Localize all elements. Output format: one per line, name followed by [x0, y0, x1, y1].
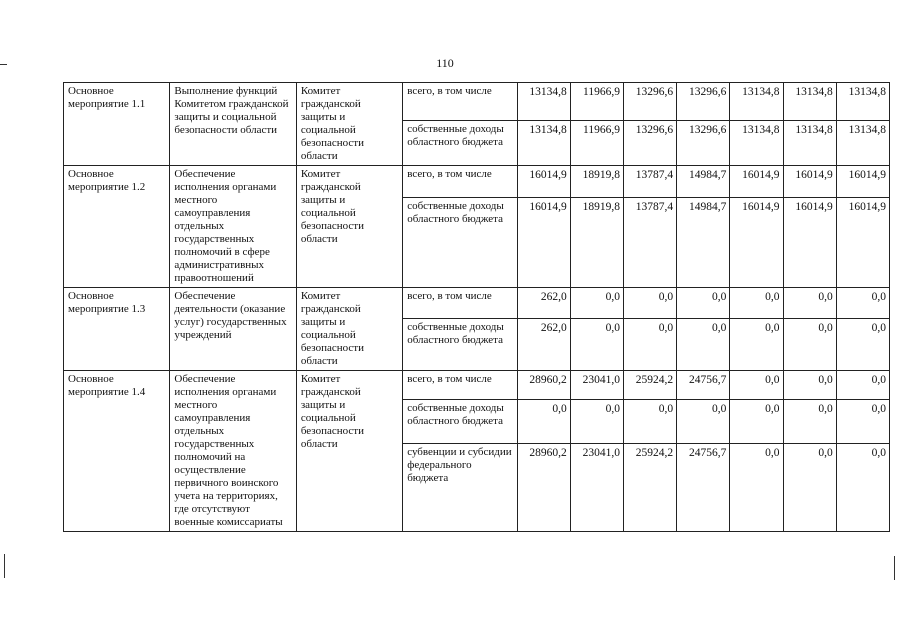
value-cell: 16014,9	[836, 198, 889, 288]
value-cell: 0,0	[677, 318, 730, 370]
source-cell: собственные доходы областного бюджета	[403, 198, 517, 288]
value-cell: 28960,2	[517, 444, 570, 532]
value-cell: 13134,8	[730, 83, 783, 121]
source-cell: всего, в том числе	[403, 288, 517, 319]
value-cell: 0,0	[730, 444, 783, 532]
value-cell: 13134,8	[836, 83, 889, 121]
value-cell: 13296,6	[677, 83, 730, 121]
value-cell: 0,0	[517, 400, 570, 444]
value-cell: 13134,8	[517, 120, 570, 165]
value-cell: 18919,8	[570, 166, 623, 198]
value-cell: 16014,9	[730, 198, 783, 288]
table-row	[64, 371, 890, 400]
value-cell: 0,0	[836, 288, 889, 319]
value-cell: 0,0	[623, 288, 676, 319]
table-row	[64, 166, 890, 198]
value-cell: 13134,8	[836, 120, 889, 165]
value-cell: 0,0	[570, 400, 623, 444]
description-cell: Обеспечение исполнения органами местного самоуправления отдельных государственных полномочий в сфере административных правоотношений	[170, 166, 296, 288]
value-cell: 13787,4	[623, 166, 676, 198]
value-cell: 25924,2	[623, 444, 676, 532]
executor-cell: Комитет гражданской защиты и социальной безопасности области	[296, 371, 402, 532]
value-cell: 13134,8	[783, 120, 836, 165]
value-cell: 0,0	[730, 318, 783, 370]
value-cell: 16014,9	[783, 198, 836, 288]
value-cell: 0,0	[730, 371, 783, 400]
value-cell: 0,0	[836, 400, 889, 444]
event-cell: Основное мероприятие 1.2	[64, 166, 170, 288]
edge-mark	[0, 64, 7, 65]
value-cell: 0,0	[836, 444, 889, 532]
value-cell: 13296,6	[623, 120, 676, 165]
value-cell: 13787,4	[623, 198, 676, 288]
value-cell: 0,0	[570, 318, 623, 370]
edge-mark	[4, 554, 5, 578]
description-cell: Обеспечение исполнения органами местного самоуправления отдельных государственных полномочий на осуществление первичного воинского учета на территориях, где отсутствуют военные комиссариаты	[170, 371, 296, 532]
value-cell: 14984,7	[677, 166, 730, 198]
executor-cell: Комитет гражданской защиты и социальной безопасности области	[296, 288, 402, 371]
value-cell: 16014,9	[517, 198, 570, 288]
value-cell: 0,0	[730, 288, 783, 319]
value-cell: 16014,9	[517, 166, 570, 198]
source-cell: собственные доходы областного бюджета	[403, 400, 517, 444]
event-cell: Основное мероприятие 1.4	[64, 371, 170, 532]
value-cell: 24756,7	[677, 444, 730, 532]
value-cell: 0,0	[677, 400, 730, 444]
value-cell: 11966,9	[570, 83, 623, 121]
table-row	[64, 83, 890, 121]
value-cell: 16014,9	[730, 166, 783, 198]
value-cell: 18919,8	[570, 198, 623, 288]
value-cell: 0,0	[623, 318, 676, 370]
value-cell: 13134,8	[730, 120, 783, 165]
description-cell: Выполнение функций Комитетом гражданской защиты и социальной безопасности области	[170, 83, 296, 166]
value-cell: 23041,0	[570, 371, 623, 400]
value-cell: 0,0	[730, 400, 783, 444]
value-cell: 13296,6	[677, 120, 730, 165]
value-cell: 25924,2	[623, 371, 676, 400]
value-cell: 0,0	[623, 400, 676, 444]
value-cell: 11966,9	[570, 120, 623, 165]
budget-table	[63, 82, 890, 532]
source-cell: всего, в том числе	[403, 371, 517, 400]
value-cell: 0,0	[783, 444, 836, 532]
value-cell: 16014,9	[836, 166, 889, 198]
source-cell: всего, в том числе	[403, 166, 517, 198]
value-cell: 0,0	[783, 318, 836, 370]
value-cell: 0,0	[836, 371, 889, 400]
source-cell: всего, в том числе	[403, 83, 517, 121]
value-cell: 28960,2	[517, 371, 570, 400]
value-cell: 0,0	[677, 288, 730, 319]
event-cell: Основное мероприятие 1.3	[64, 288, 170, 371]
value-cell: 262,0	[517, 318, 570, 370]
value-cell: 13296,6	[623, 83, 676, 121]
value-cell: 0,0	[783, 371, 836, 400]
source-cell: субвенции и субсидии федерального бюджета	[403, 444, 517, 532]
edge-mark	[894, 556, 895, 580]
value-cell: 16014,9	[783, 166, 836, 198]
table-row	[64, 288, 890, 319]
value-cell: 262,0	[517, 288, 570, 319]
description-cell: Обеспечение деятельности (оказание услуг) государственных учреждений	[170, 288, 296, 371]
executor-cell: Комитет гражданской защиты и социальной безопасности области	[296, 166, 402, 288]
page-number: 110	[436, 56, 454, 70]
value-cell: 0,0	[570, 288, 623, 319]
source-cell: собственные доходы областного бюджета	[403, 318, 517, 370]
value-cell: 24756,7	[677, 371, 730, 400]
table-body	[64, 83, 890, 532]
value-cell: 0,0	[783, 288, 836, 319]
executor-cell: Комитет гражданской защиты и социальной безопасности области	[296, 83, 402, 166]
value-cell: 13134,8	[783, 83, 836, 121]
value-cell: 0,0	[783, 400, 836, 444]
value-cell: 14984,7	[677, 198, 730, 288]
value-cell: 13134,8	[517, 83, 570, 121]
event-cell: Основное мероприятие 1.1	[64, 83, 170, 166]
value-cell: 0,0	[836, 318, 889, 370]
value-cell: 23041,0	[570, 444, 623, 532]
source-cell: собственные доходы областного бюджета	[403, 120, 517, 165]
